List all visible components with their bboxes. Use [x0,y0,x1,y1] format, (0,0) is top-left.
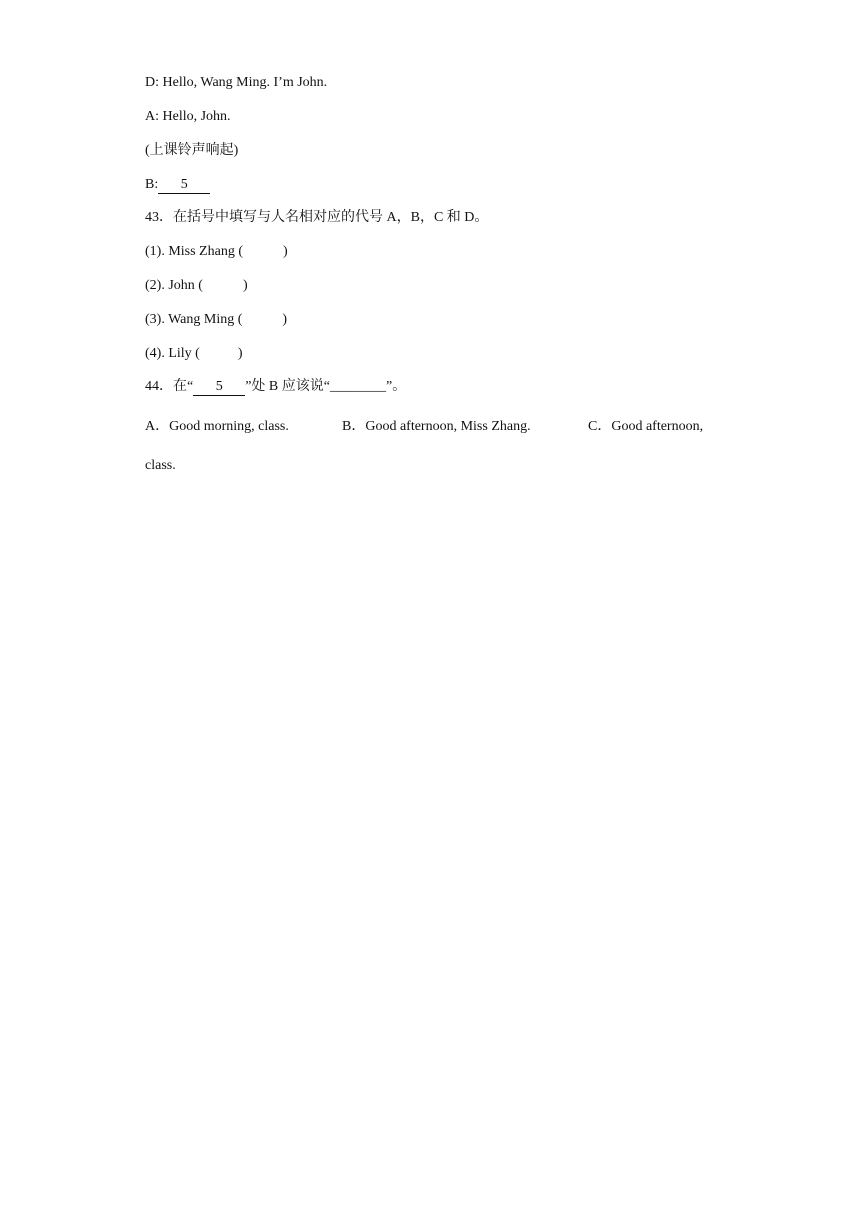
dialogue-line-a: A: Hello, John. [145,109,231,124]
question-44-stem [145,378,406,396]
option-c[interactable]: C．Good afternoon, [588,419,704,434]
dialogue-line-d: D: Hello, Wang Ming. I’m John. [145,75,328,90]
question-43-item-4 [145,345,243,363]
option-c-continuation: class. [145,458,176,473]
option-b[interactable]: B．Good afternoon, Miss Zhang. [342,419,531,434]
dialogue-b-blank: 5 [158,177,210,194]
item-4-label: (4). Lily ( [145,346,200,361]
dialogue-line-b [145,176,210,194]
item-3-close: ) [282,312,288,327]
item-3-label: (3). Wang Ming ( [145,312,243,327]
item-2-close: ) [242,278,248,293]
q44-stem-suffix: ”处 B 应该说“________”。 [245,379,407,394]
question-43-item-3 [145,311,287,329]
question-43-item-2 [145,277,248,295]
item-2-label: (2). John ( [145,278,203,293]
item-4-close: ) [237,346,243,361]
question-43-item-1 [145,243,288,261]
q44-stem-prefix: 44．在“ [145,379,194,394]
dialogue-b-prefix: B: [145,177,159,192]
question-43-stem: 43．在括号中填写与人名相对应的代号 A，B，C 和 D。 [145,210,489,225]
stage-direction-bell: (上课铃声响起) [145,143,239,158]
q44-stem-blank: 5 [193,379,245,396]
option-a[interactable]: A．Good morning, class. [145,419,289,434]
item-1-close: ) [283,244,288,259]
item-1-label: (1). Miss Zhang ( [145,244,243,259]
